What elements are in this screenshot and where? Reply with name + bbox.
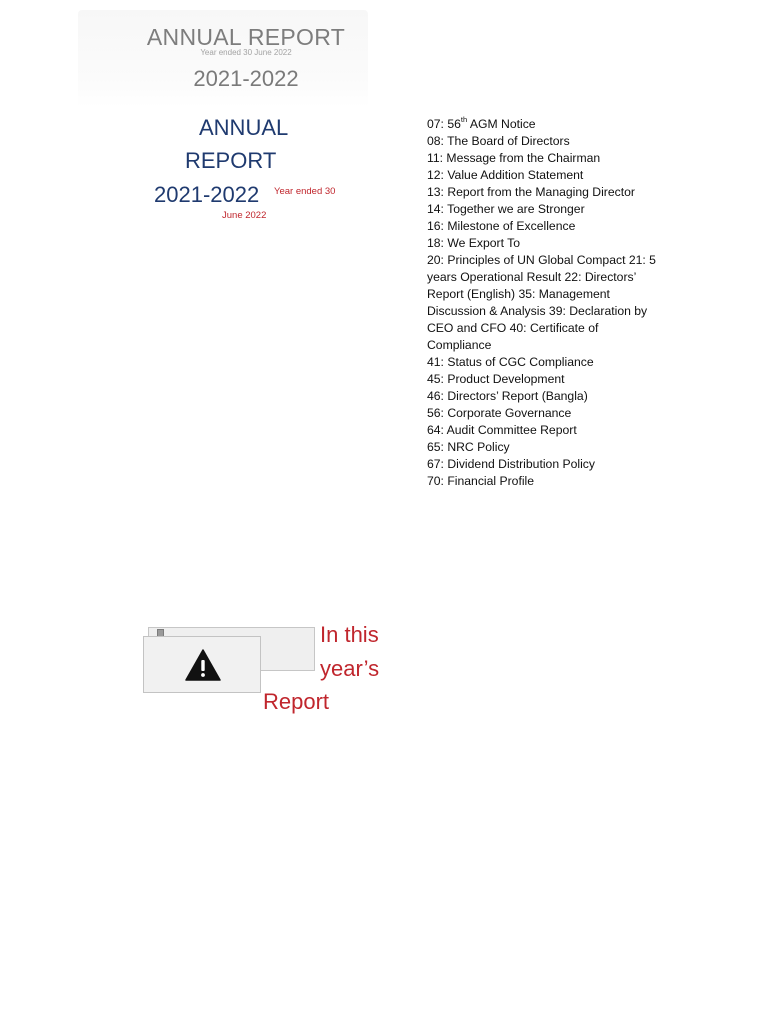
intro-line-3: Report	[263, 689, 330, 714]
toc-item: 67: Dividend Distribution Policy	[427, 457, 595, 471]
toc-item: 46: Directors’ Report (Bangla)	[427, 389, 588, 403]
toc-item: 08: The Board of Directors	[427, 134, 570, 148]
toc-item: 18: We Export To	[427, 236, 521, 250]
toc-item: 45: Product Development	[427, 372, 565, 386]
intro-line-2: year’s	[320, 656, 380, 681]
title-ended-part2: June 2022	[222, 210, 267, 221]
toc-item: 14: Together we are Stronger	[427, 202, 585, 216]
toc-item: 16: Milestone of Excellence	[427, 219, 576, 233]
toc-item: 41: Status of CGC Compliance	[427, 355, 594, 369]
intro-line-1: In this	[320, 622, 379, 647]
title-report: REPORT	[185, 148, 277, 173]
report-logo	[78, 10, 368, 108]
contents-list	[427, 116, 663, 490]
logo-title: ANNUAL REPORT	[146, 24, 346, 50]
toc-item: 11: Message from the Chairman	[427, 151, 601, 165]
toc-item-block: 20: Principles of UN Global Compact 21: 5 years Operational Result 22: Directors’ Report (English) 35: Management Discussion & Analysis 39: Declaration by CEO and CFO 40: Certificate of Compliance	[427, 253, 656, 352]
toc-item: 56: Corporate Governance	[427, 406, 572, 420]
toc-item: 13: Report from the Managing Director	[427, 185, 635, 199]
toc-item: 65: NRC Policy	[427, 440, 510, 454]
toc-item: 70: Financial Profile	[427, 474, 535, 488]
logo-subtitle: Year ended 30 June 2022	[200, 48, 292, 57]
toc-item-prefix: 07: 56	[427, 117, 461, 131]
toc-item	[427, 116, 663, 133]
toc-item-rest: AGM Notice	[467, 117, 536, 131]
toc-item: 12: Value Addition Statement	[427, 168, 584, 182]
title-annual: ANNUAL	[199, 115, 289, 140]
logo-year: 2021-2022	[193, 66, 299, 91]
title-ended-part1: Year ended 30	[274, 186, 336, 197]
toc-item-superscript: th	[460, 115, 468, 124]
toc-item: 64: Audit Committee Report	[427, 423, 577, 437]
warning-icon	[185, 649, 221, 681]
title-year: 2021-2022	[154, 182, 260, 207]
